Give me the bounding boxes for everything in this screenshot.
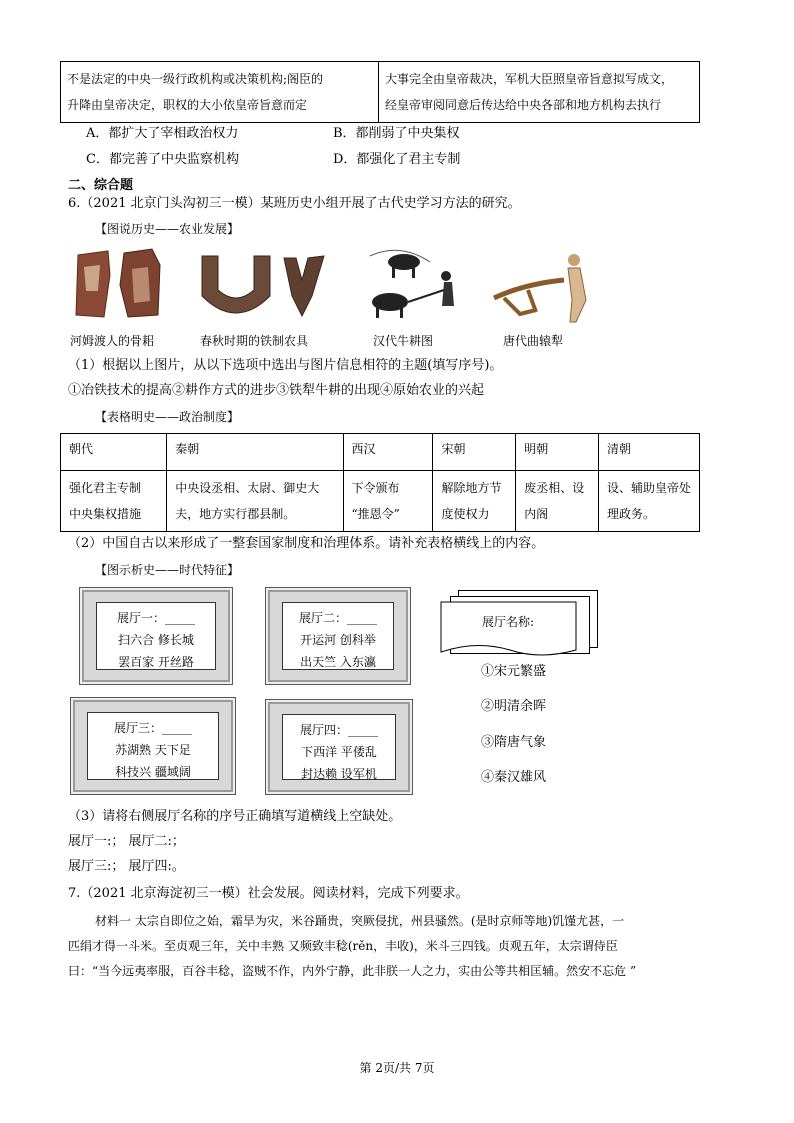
hall-names-sheet [440,600,580,664]
table-cell-line: 设、辅助皇帝处 [606,481,691,495]
table-cell-line: 废丞相、设 [524,481,585,495]
q6-sub3: （3）请将右侧展厅名称的序号正确填写道横线上空缺处。 [68,809,402,824]
table-header-cell: 秦朝 [167,434,343,471]
section-title: 二、综合题 [68,178,134,193]
q6-choices1: ①冶铁技术的提高②耕作方式的进步③铁犁牛耕的出现④原始农业的兴起 [68,383,485,398]
q6-sub1: （1）根据以上图片，从以下选项中选出与图片信息相符的主题(填写序号)。 [68,358,503,373]
page-footer: 第 2页/共 7页 [359,1061,435,1075]
top-table-right-line: 大事完全由皇帝裁决，军机大臣照皇帝旨意拟写成文， [385,72,674,86]
caption-ox-plowing: 汉代牛耕图 [373,334,434,348]
q6-heading-politics: 【表格明史——政治制度】 [95,410,240,424]
q6-answer-line1: 展厅一:； 展厅二:； [68,834,185,849]
hall-one-line1: 扫六合 修长城 [118,633,194,647]
hall-one-frame [79,587,233,685]
q6-stem: 6.（2021 北京门头沟初三一模）某班历史小组开展了古代史学习方法的研究。 [68,196,521,211]
table-cell-line: 下令颁布 [351,481,400,495]
top-table-left-line: 不是法定的中央一级行政机构或决策机构;阁臣的 [67,72,324,86]
table-cell-xihan [343,471,433,532]
table-cell-line: 中央集权措施 [69,507,142,521]
top-table-right-line: 经皇帝审阅同意后传达给中央各部和地方机构去执行 [385,98,662,112]
top-comparison-table [60,61,700,123]
table-cell-line: 夫，地方实行郡县制。 [175,507,296,521]
q7-stem: 7.（2021 北京海淀初三一模）社会发展。阅读材料，完成下列要求。 [68,886,469,901]
caption-iron-tools: 春秋时期的铁制农具 [200,334,309,348]
hall-name-option: ①宋元繁盛 [481,664,547,679]
hall-two-line2: 出天竺 入东瀛 [300,655,376,669]
table-cell-qin [167,471,343,532]
hall-four-line2: 封达赖 设军机 [301,767,377,781]
political-system-table [60,433,700,532]
iron-tools-image [196,250,336,320]
table-cell-line: 解除地方节 [441,481,502,495]
table-header-cell: 明朝 [516,434,599,471]
table-cell-qing [598,471,699,532]
ox-plowing-image [360,246,465,326]
q6-answer-line2: 展厅三:； 展厅四:。 [68,859,185,874]
bone-spade-image [70,245,170,325]
hall-one-title: 展厅一：_____ [116,611,195,625]
q6-heading-agriculture: 【图说历史——农业发展】 [95,222,240,236]
option-a: A．都扩大了宰相政治权力 [86,126,239,141]
hall-three-title: 展厅三：_____ [113,721,192,735]
hall-three-line1: 苏湖熟 天下足 [115,743,191,757]
q7-material-line: 匹绢才得一斗米。至贞观三年，关中丰熟 又频致丰稔(rěn，丰收)，米斗三四钱。贞观五年，太宗谓侍臣 [68,939,618,953]
table-cell-line: 内阁 [524,507,549,521]
table-cell-line: 度使权力 [441,507,490,521]
hall-three-line2: 科技兴 疆域阔 [115,765,191,779]
caption-curved-plow: 唐代曲辕犁 [503,334,564,348]
option-d: D．都强化了君主专制 [333,152,461,167]
hall-two-frame [265,587,411,685]
option-b: B．都削弱了中央集权 [333,126,460,141]
hall-two-title: 展厅二：_____ [298,611,377,625]
table-header-cell: 西汉 [343,434,433,471]
table-cell-song [433,471,516,532]
hall-name-option: ②明清余晖 [481,699,547,714]
option-c: C．都完善了中央监察机构 [86,152,239,167]
table-row-label [61,471,167,532]
table-cell-line: 理政务。 [606,507,655,521]
hall-one-line2: 罢百家 开丝路 [118,655,194,669]
q7-material-line: 材料一 太宗自即位之始，霜旱为灾，米谷踊贵，突厥侵扰，州县骚然。(是时京师等地)饥馑尤甚，一 [95,914,625,928]
top-table-left-cell [61,62,379,123]
table-cell-line: 强化君主专制 [69,481,142,495]
hall-names-label: 展厅名称: [482,615,535,629]
table-header-cell: 朝代 [61,434,167,471]
hall-four-title: 展厅四：_____ [299,723,378,737]
hall-two-line1: 开运河 创科举 [300,633,376,647]
q6-sub2: （2）中国自古以来形成了一整套国家制度和治理体系。请补充表格横线上的内容。 [68,536,545,551]
hall-three-frame [70,697,236,795]
table-header-cell: 清朝 [598,434,699,471]
hall-name-option: ④秦汉雄风 [481,770,547,785]
hall-four-line1: 下西洋 平倭乱 [301,745,377,759]
curved-plow-image [484,250,599,325]
top-table-left-line: 升降由皇帝决定，职权的大小依皇帝旨意而定 [67,98,308,112]
caption-bone-spade: 河姆渡人的骨耜 [70,334,155,348]
q6-heading-era: 【图示析史——时代特征】 [95,563,240,577]
hall-four-frame [265,699,413,795]
table-cell-line: 中央设丞相、太尉、御史大 [175,481,320,495]
q7-material-line: 曰：“当今远夷率服，百谷丰稔，盗贼不作，内外宁静，此非朕一人之力，实由公等共相匡辅。然安不忘危 ” [68,964,637,978]
top-table-right-cell [379,62,700,123]
hall-name-option: ③隋唐气象 [481,735,547,750]
table-header-cell: 宋朝 [433,434,516,471]
table-cell-ming [516,471,599,532]
table-cell-line: “推恩令” [351,507,400,521]
